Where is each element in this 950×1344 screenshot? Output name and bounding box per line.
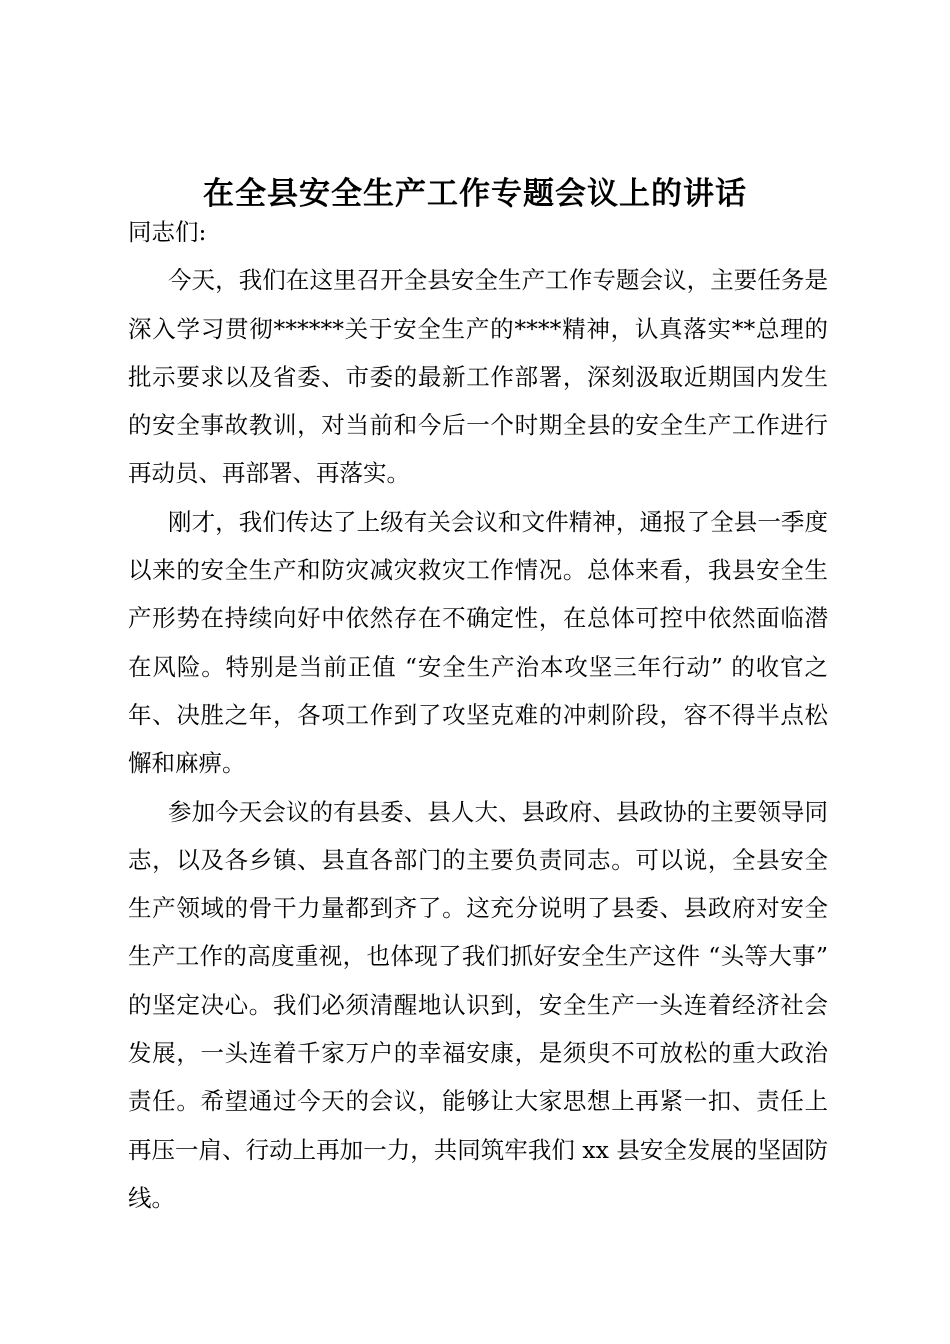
paragraph-3: 参加今天会议的有县委、县人大、县政府、县政协的主要领导同志，以及各乡镇、县直各部门的主要负责同志。可以说，全县安全生产领域的骨干力量都到齐了。这充分说明了县委、县政府对安全生产工作的高度重视，也体现了我们抓好安全生产这件 “头等大事” 的坚定决心。我们必须清醒地认识到，安全生产一头连着经济社会发展，一头连着千家万户的幸福安康，是须臾不可放松的重大政治责任。希望通过今天的会议，能够让大家思想上再紧一扣、责任上再压一肩、行动上再加一力，共同筑牢我们 xx 县安全发展的坚固防线。 xyxy=(128,797,828,1212)
paragraph-2: 刚才，我们传达了上级有关会议和文件精神，通报了全县一季度以来的安全生产和防灾减灾救灾工作情况。总体来看，我县安全生产形势在持续向好中依然存在不确定性，在总体可控中依然面临潜在风险。特别是当前正值 “安全生产治本攻坚三年行动” 的收官之年、决胜之年，各项工作到了攻坚克难的冲刺阶段，容不得半点松懈和麻痹。 xyxy=(128,507,828,778)
document-title: 在全县安全生产工作专题会议上的讲话 xyxy=(203,176,747,212)
document-body xyxy=(128,208,828,1222)
salutation: 同志们: xyxy=(128,218,207,246)
paragraph-1: 今天，我们在这里召开全县安全生产工作专题会议，主要任务是深入学习贯彻******关于安全生产的****精神，认真落实**总理的批示要求以及省委、市委的最新工作部署，深刻汲取近期国内发生的安全事故教训，对当前和今后一个时期全县的安全生产工作进行再动员、再部署、再落实。 xyxy=(128,266,828,488)
